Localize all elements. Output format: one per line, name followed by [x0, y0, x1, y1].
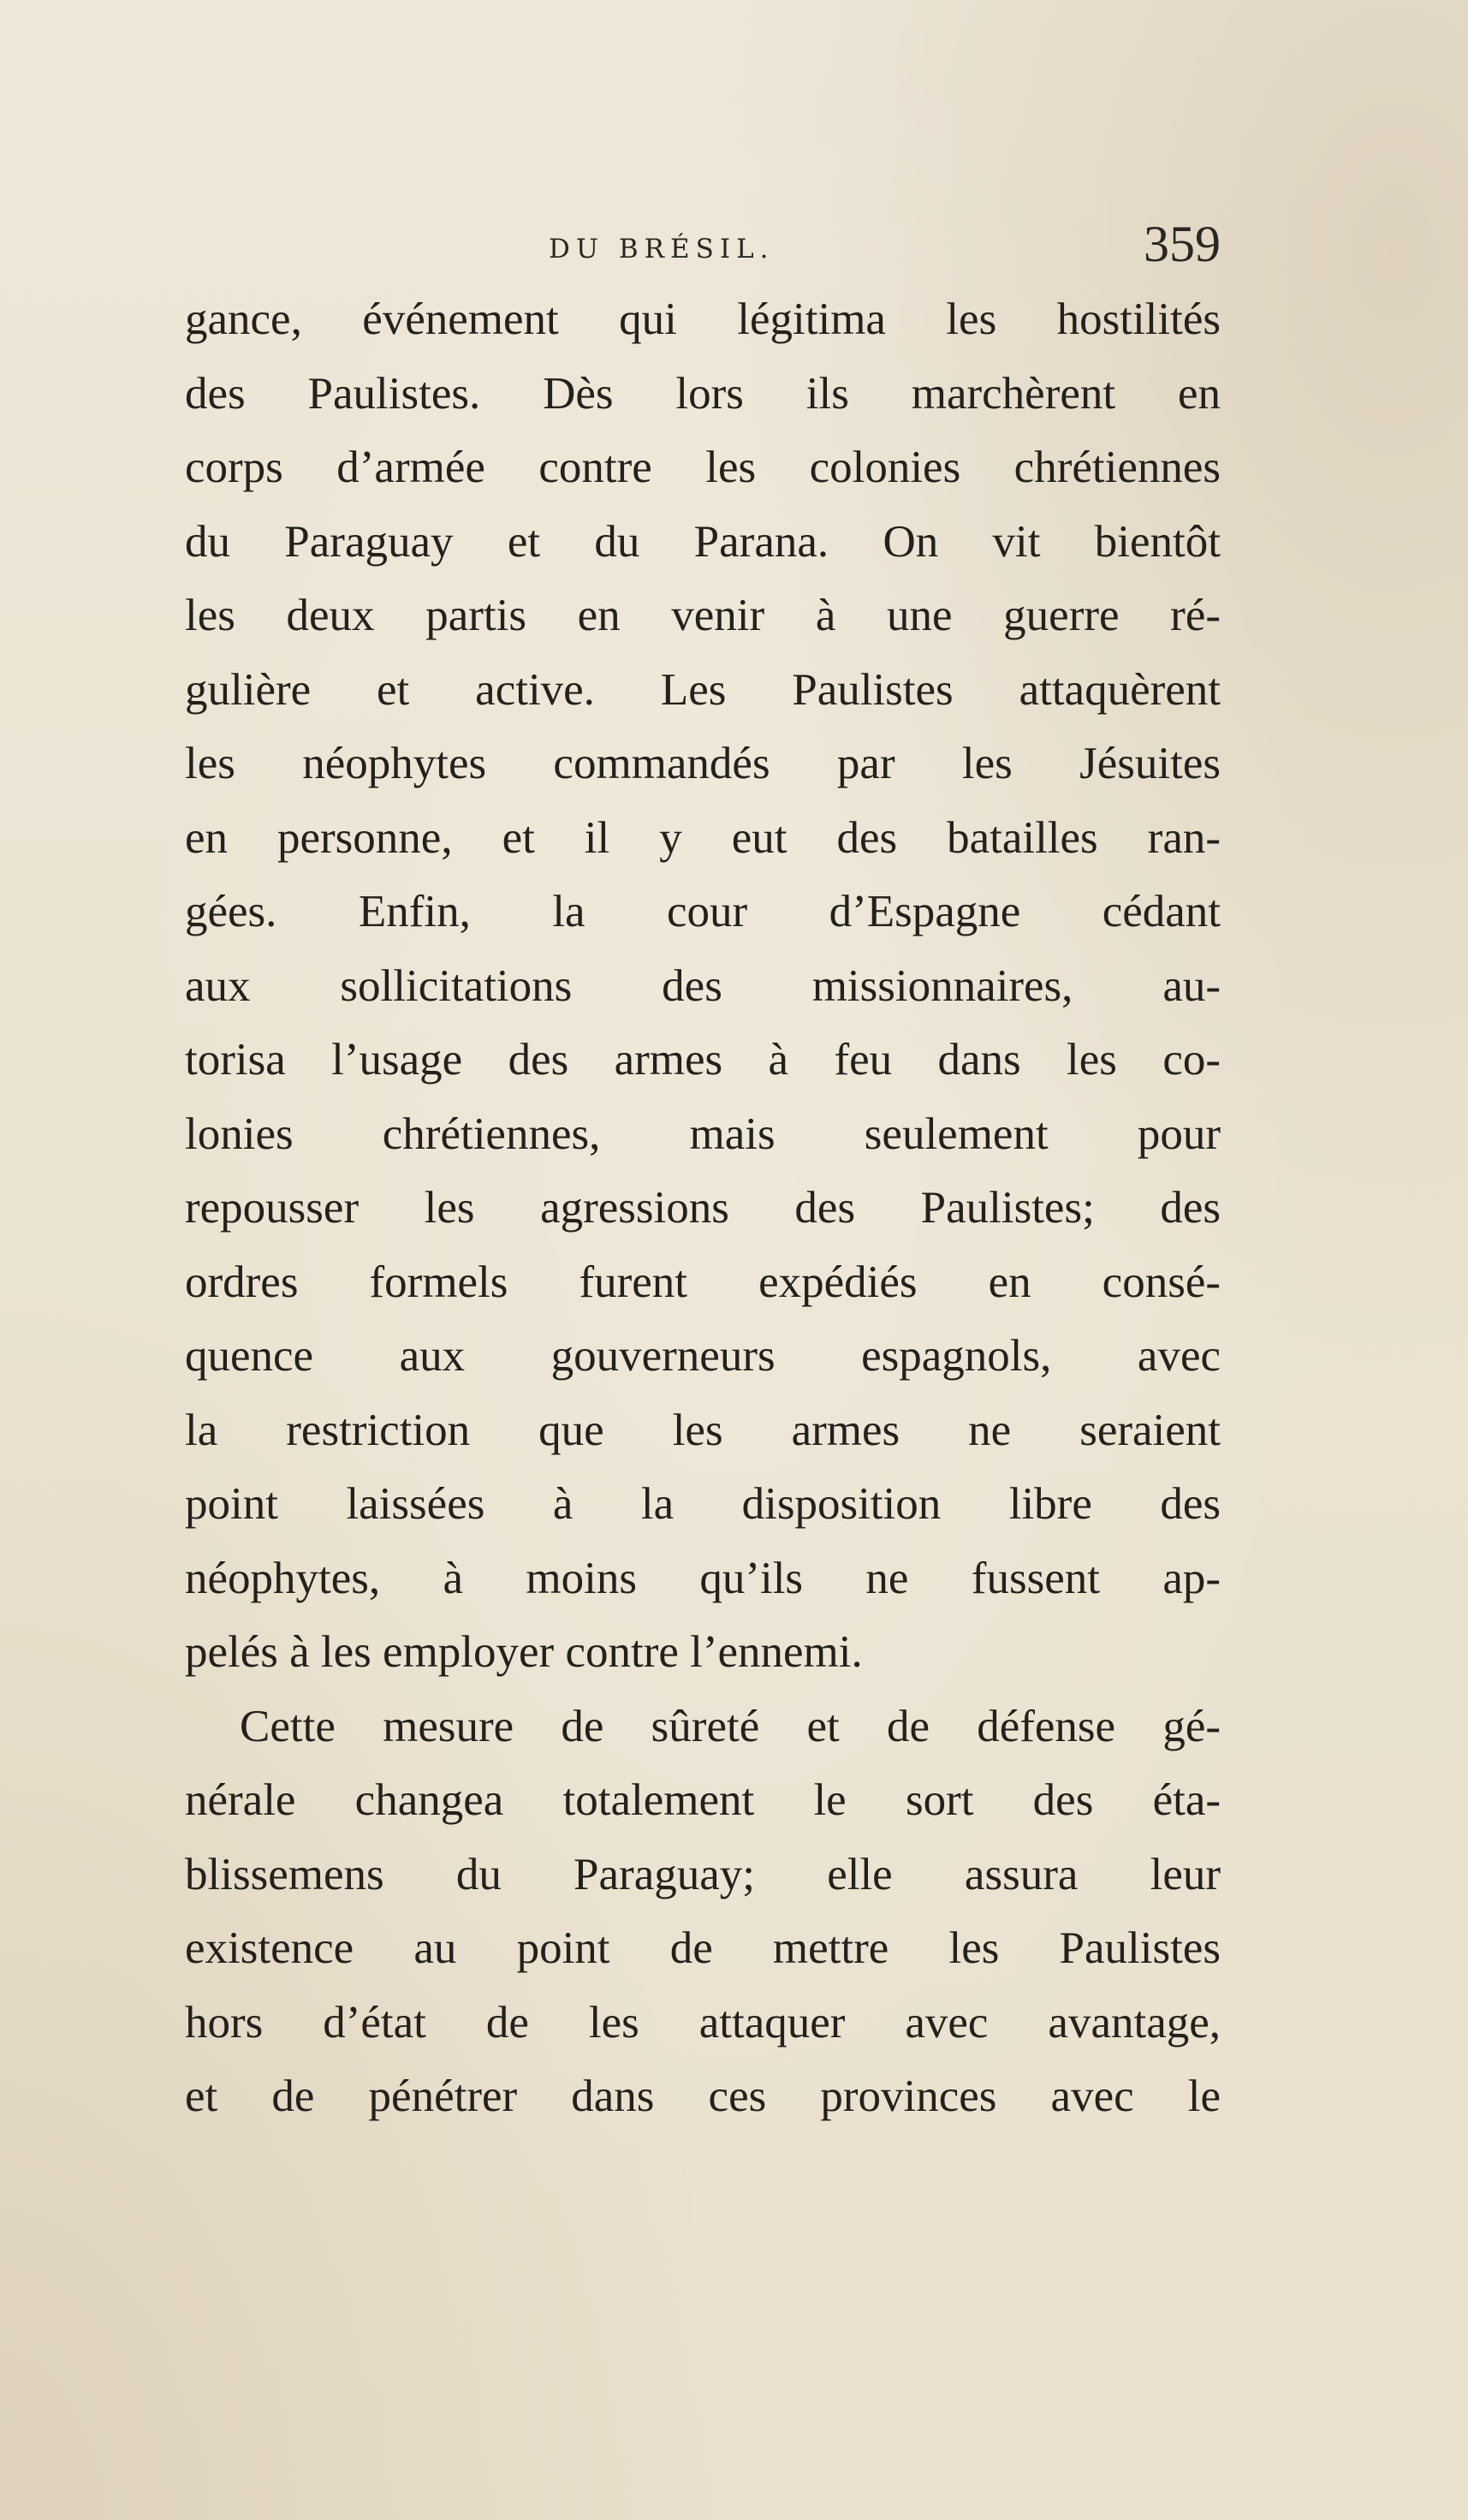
text-line: gance, événement qui légitima les hostilités — [185, 294, 1221, 344]
text-line: gulière et active. Les Paulistes attaquèrent — [185, 664, 1221, 715]
text-line: repousser les agressions des Paulistes; des — [185, 1183, 1221, 1233]
text-line: nérale changea totalement le sort des éta- — [185, 1775, 1221, 1825]
paragraph-1 — [185, 282, 1221, 1690]
text-line: corps d’armée contre les colonies chrétiennes — [185, 443, 1221, 492]
text-line: ordres formels furent expédiés en consé- — [185, 1257, 1221, 1307]
text-line: aux sollicitations des missionnaires, au- — [185, 960, 1221, 1011]
text-line: les deux partis en venir à une guerre ré- — [185, 591, 1221, 640]
text-line: néophytes, à moins qu’ils ne fussent ap- — [185, 1553, 1221, 1603]
text-line: blissemens du Paraguay; elle assura leur — [185, 1849, 1221, 1899]
text-line: existence au point de mettre les Paulistes — [185, 1923, 1221, 1973]
text-line: des Paulistes. Dès lors ils marchèrent en — [185, 368, 1221, 419]
text-line: en personne, et il y eut des batailles ran- — [185, 812, 1221, 863]
text-line: pelés à les employer contre l’ennemi. — [185, 1627, 863, 1677]
text-line: lonies chrétiennes, mais seulement pour — [185, 1108, 1221, 1159]
page-header — [185, 218, 1221, 287]
text-line: quence aux gouverneurs espagnols, avec — [185, 1331, 1221, 1381]
running-head: DU BRÉSIL. — [549, 234, 775, 264]
text-line: la restriction que les armes ne seraient — [185, 1405, 1221, 1455]
body-text — [185, 282, 1221, 2134]
text-line: du Paraguay et du Parana. On vit bientôt — [185, 516, 1221, 567]
text-line: hors d’état de les attaquer avec avantage, — [185, 1997, 1221, 2048]
text-line: torisa l’usage des armes à feu dans les co- — [185, 1035, 1221, 1085]
text-line: et de pénétrer dans ces provinces avec le — [185, 2071, 1221, 2121]
text-line: gées. Enfin, la cour d’Espagne cédant — [185, 887, 1221, 936]
page-number: 359 — [1144, 216, 1221, 272]
text-line: les néophytes commandés par les Jésuites — [185, 739, 1221, 788]
paragraph-2 — [185, 1690, 1221, 2134]
text-line: point laissées à la disposition libre des — [185, 1479, 1221, 1529]
text-line: Cette mesure de sûreté et de défense gé- — [240, 1701, 1221, 1751]
